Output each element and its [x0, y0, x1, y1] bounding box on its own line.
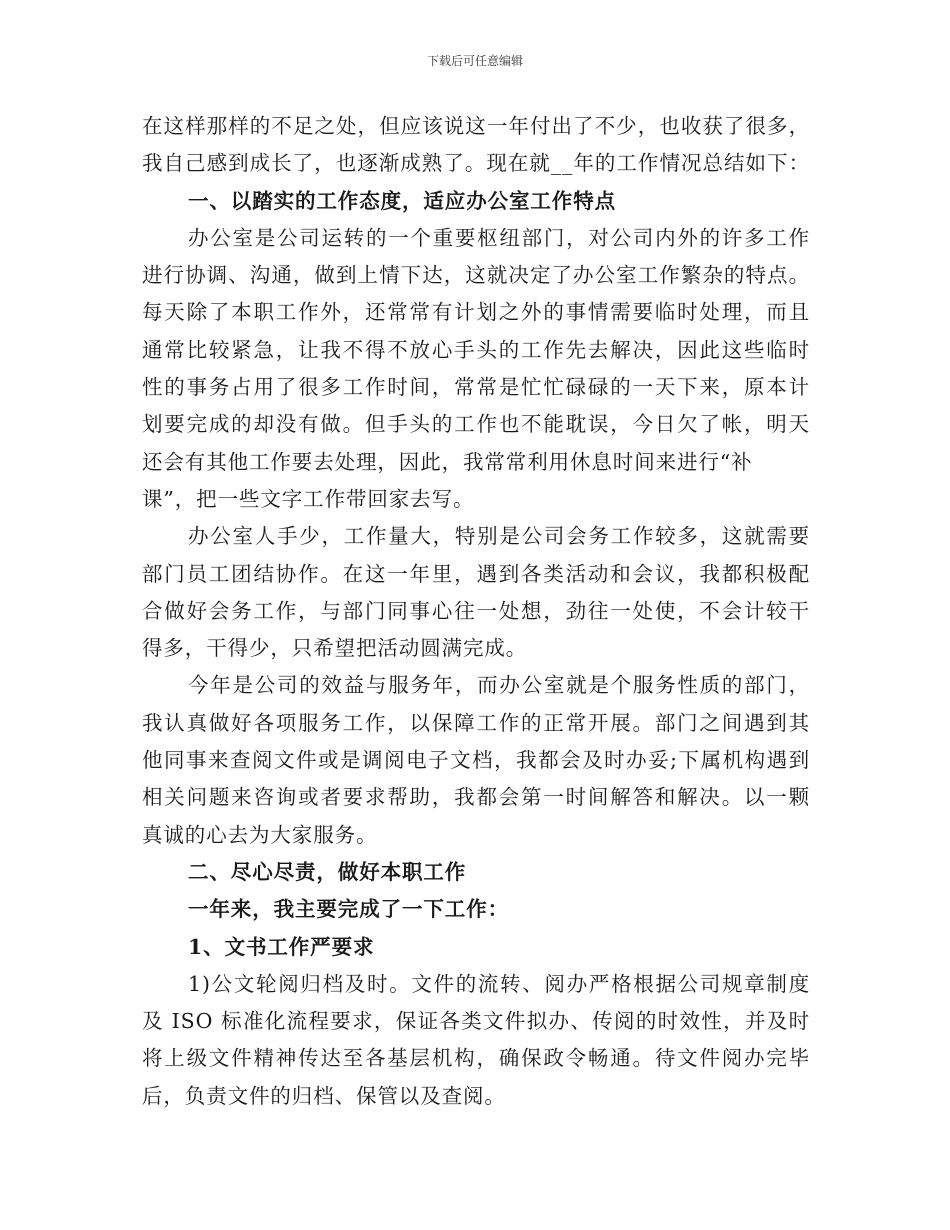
- page-header-note: 下载后可任意编辑: [426, 54, 523, 68]
- paragraph-line: 他同事来查阅文件或是调阅电子文档，我都会及时办妥;下属机构遇到: [142, 748, 810, 773]
- section-heading-line: 二、尽心尽责，做好本职工作: [188, 859, 467, 884]
- paragraph-line: 后，负责文件的归档、保管以及查阅。: [142, 1083, 506, 1108]
- paragraph-line: 将上级文件精神传达至各基层机构，确保政令畅通。待文件阅办完毕: [142, 1046, 810, 1071]
- paragraph-line: 1)公文轮阅归档及时。文件的流转、阅办严格根据公司规章制度: [188, 971, 810, 996]
- section-heading-line: 1、文书工作严要求: [188, 934, 375, 959]
- paragraph-line: 得多，干得少，只希望把活动圆满完成。: [142, 636, 528, 661]
- paragraph-line: 办公室是公司运转的一个重要枢纽部门，对公司内外的许多工作: [188, 225, 810, 250]
- paragraph-line: 性的事务占用了很多工作时间，常常是忙忙碌碌的一天下来，原本计: [142, 375, 810, 400]
- paragraph-line: 还会有其他工作要去处理，因此，我常常利用休息时间来进行“补: [142, 449, 753, 474]
- paragraph-line: 我自己感到成长了，也逐渐成熟了。现在就__年的工作情况总结如下：: [142, 151, 810, 176]
- paragraph-line: 我认真做好各项服务工作，以保障工作的正常开展。部门之间遇到其: [142, 710, 810, 735]
- paragraph-line: 课”，把一些文字工作带回家去写。: [142, 486, 475, 511]
- document-body: [142, 108, 810, 1115]
- paragraph-line: 部门员工团结协作。在这一年里，遇到各类活动和会议，我都积极配: [142, 561, 810, 586]
- paragraph-line: 真诚的心去为大家服务。: [142, 822, 378, 847]
- section-heading-line: 一、以踏实的工作态度，适应办公室工作特点: [188, 188, 616, 213]
- paragraph-line: 进行协调、沟通，做到上情下达，这就决定了办公室工作繁杂的特点。: [142, 263, 810, 288]
- section-heading-line: 一年来，我主要完成了一下工作：: [188, 897, 509, 922]
- paragraph-line: 及 ISO 标准化流程要求，保证各类文件拟办、传阅的时效性，并及时: [142, 1009, 810, 1034]
- paragraph-line: 在这样那样的不足之处，但应该说这一年付出了不少，也收获了很多，: [142, 114, 810, 138]
- paragraph-line: 今年是公司的效益与服务年，而办公室就是个服务性质的部门，: [188, 673, 810, 698]
- paragraph-line: 划要完成的却没有做。但手头的工作也不能耽误，今日欠了帐，明天: [142, 412, 810, 437]
- paragraph-line: 合做好会务工作，与部门同事心往一处想，劲往一处使，不会计较干: [142, 598, 810, 623]
- paragraph-line: 每天除了本职工作外，还常常有计划之外的事情需要临时处理，而且: [142, 300, 810, 325]
- paragraph-line: 相关问题来咨询或者要求帮助，我都会第一时间解答和解决。以一颗: [142, 785, 810, 810]
- paragraph-line: 办公室人手少，工作量大，特别是公司会务工作较多，这就需要: [188, 524, 810, 549]
- paragraph-line: 通常比较紧急，让我不得不放心手头的工作先去解决，因此这些临时: [142, 337, 810, 362]
